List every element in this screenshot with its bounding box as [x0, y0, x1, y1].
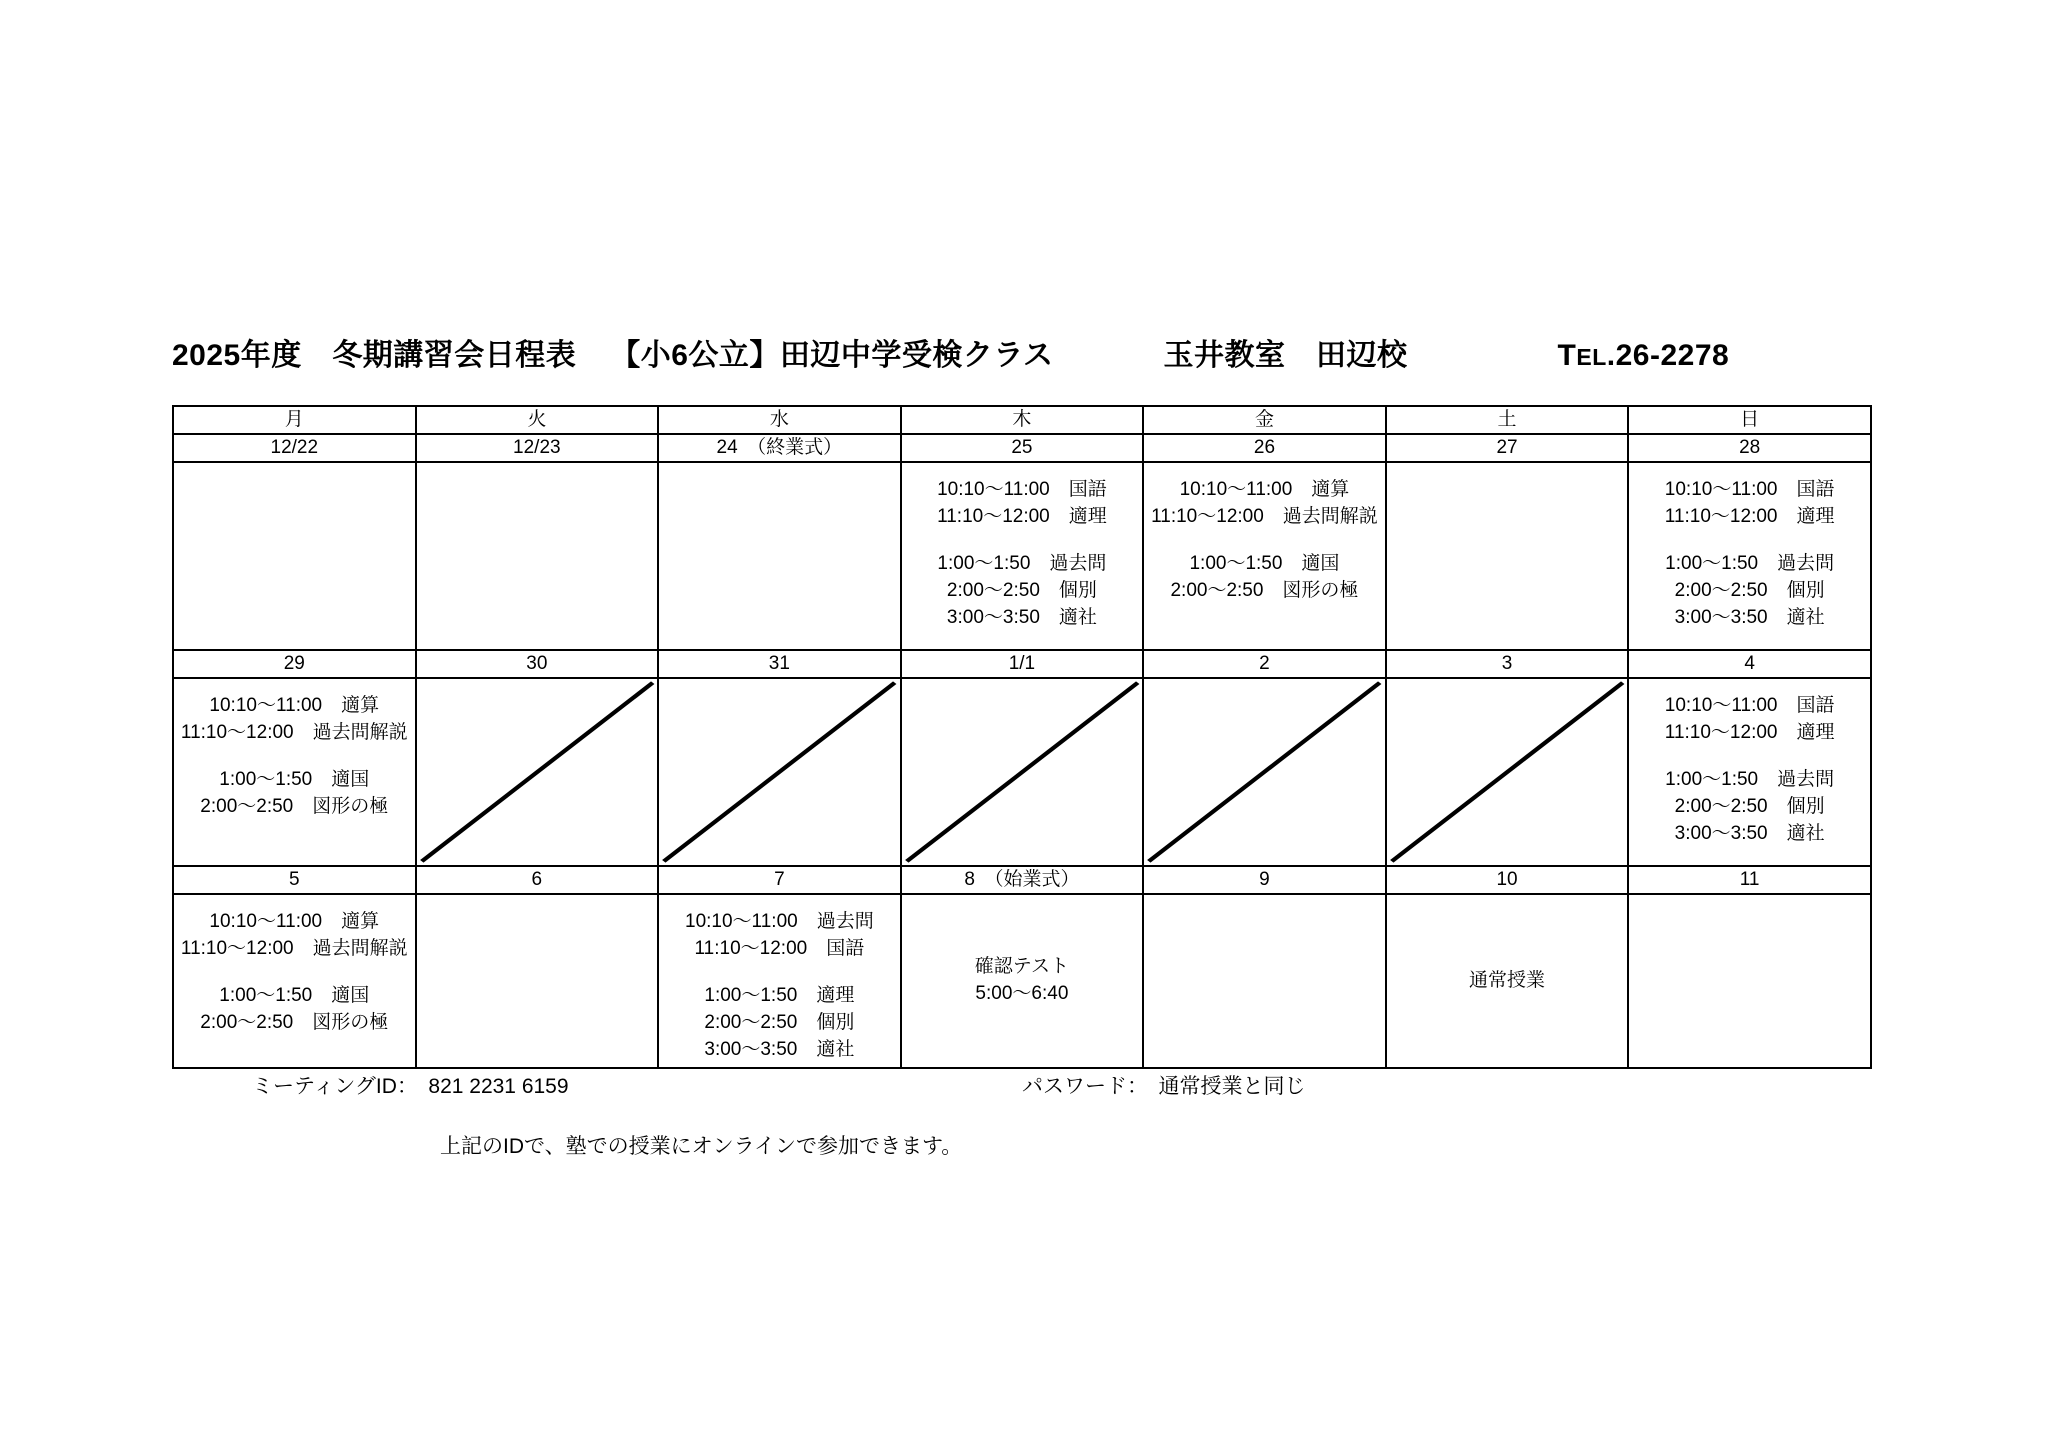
date-cell: 9	[1143, 866, 1386, 894]
schedule-cell	[1143, 462, 1386, 650]
date-cell: 28	[1628, 434, 1871, 462]
date-row-week3	[173, 866, 1871, 894]
date-cell: 12/23	[416, 434, 659, 462]
dow-header-thu: 木	[901, 406, 1144, 434]
diagonal-strike-icon	[1144, 679, 1385, 865]
schedule-cell	[1386, 462, 1629, 650]
lesson-line: 10:10～11:00 適算	[1179, 479, 1350, 500]
lesson-line: 2:00～2:50 個別	[946, 579, 1097, 601]
lesson-line: 10:10～11:00 過去問	[685, 911, 874, 932]
date-cell: 12/22	[173, 434, 416, 462]
lesson-line: 2:00～2:50 個別	[704, 1011, 855, 1033]
note-block	[975, 954, 1069, 1008]
schedule-cell-normal-class	[1386, 894, 1629, 1068]
lesson-line: 11:10～12:00 過去問解説	[1151, 505, 1378, 527]
lesson-line: 10:10～11:00 適算	[209, 911, 380, 932]
title-main: 2025年度 冬期講習会日程表	[172, 339, 577, 372]
cell-spacer	[174, 963, 415, 983]
lesson-line: 10:10～11:00 国語	[1664, 479, 1835, 500]
dow-header-mon: 月	[173, 406, 416, 434]
schedule-cell-closed	[416, 678, 659, 866]
lesson-line: 1:00～1:50 過去問	[1665, 768, 1835, 790]
schedule-cell-closed	[1386, 678, 1629, 866]
cell-spacer	[659, 963, 900, 983]
note-line: 確認テスト	[974, 956, 1070, 978]
meeting-id-text: ミーティングID： 821 2231 6159	[252, 1075, 569, 1098]
lesson-line: 1:00～1:50 適理	[704, 984, 855, 1006]
diagonal-strike-icon	[659, 679, 900, 865]
lesson-line: 11:10～12:00 国語	[694, 937, 865, 959]
lesson-line: 2:00～2:50 図形の極	[200, 1011, 389, 1033]
schedule-cell	[658, 894, 901, 1068]
tel-number: .26-2278	[1606, 339, 1730, 372]
date-cell: 24 （終業式）	[658, 434, 901, 462]
date-row-week2	[173, 650, 1871, 678]
schedule-cell-closed	[901, 678, 1144, 866]
lesson-line: 3:00～3:50 適社	[704, 1038, 855, 1060]
date-cell: 8 （始業式）	[901, 866, 1144, 894]
schedule-cell	[173, 462, 416, 650]
schedule-cell	[416, 894, 659, 1068]
cell-spacer	[1629, 531, 1870, 551]
date-cell: 1/1	[901, 650, 1144, 678]
dow-header-wed: 水	[658, 406, 901, 434]
page-title	[172, 330, 1892, 374]
note-line: 5:00～6:40	[975, 983, 1069, 1004]
lesson-line: 2:00～2:50 図形の極	[1170, 579, 1359, 601]
schedule-cell	[1628, 462, 1871, 650]
schedule-row-week3	[173, 894, 1871, 1068]
schedule-cell	[901, 462, 1144, 650]
date-cell: 25	[901, 434, 1144, 462]
schedule-cell	[173, 678, 416, 866]
schedule-cell	[1628, 678, 1871, 866]
date-cell: 3	[1386, 650, 1629, 678]
diagonal-strike-icon	[417, 679, 658, 865]
title-telephone	[1558, 339, 1730, 373]
dow-header-sun: 日	[1628, 406, 1871, 434]
diagonal-strike-icon	[1387, 679, 1628, 865]
lesson-line: 10:10～11:00 国語	[937, 479, 1107, 500]
title-classroom: 玉井教室 田辺校	[1163, 339, 1408, 372]
schedule-row-week2	[173, 678, 1871, 866]
lesson-line: 11:10～12:00 適理	[1664, 505, 1835, 527]
dow-header-tue: 火	[416, 406, 659, 434]
note-line: 通常授業	[1469, 969, 1546, 991]
lesson-line: 11:10～12:00 過去問解説	[180, 937, 408, 959]
date-cell: 2	[1143, 650, 1386, 678]
footer	[172, 1070, 1892, 1190]
lesson-line: 11:10～12:00 過去問解説	[180, 721, 408, 743]
lesson-line: 2:00～2:50 図形の極	[200, 795, 389, 817]
schedule-cell	[1628, 894, 1871, 1068]
table-header-row	[173, 406, 1871, 434]
lesson-line: 3:00～3:50 適社	[1674, 822, 1825, 844]
diagonal-strike-icon	[902, 679, 1143, 865]
schedule-cell-test	[901, 894, 1144, 1068]
lesson-line: 1:00～1:50 過去問	[1665, 552, 1835, 574]
lesson-line: 3:00～3:50 適社	[1674, 606, 1825, 628]
date-cell: 27	[1386, 434, 1629, 462]
date-cell: 11	[1628, 866, 1871, 894]
lesson-line: 10:10～11:00 国語	[1664, 695, 1835, 716]
cell-spacer	[902, 531, 1143, 551]
lesson-line: 1:00～1:50 適国	[219, 984, 370, 1006]
lesson-line: 3:00～3:50 適社	[946, 606, 1097, 628]
lesson-line: 11:10～12:00 適理	[937, 505, 1107, 527]
cell-spacer	[174, 747, 415, 767]
lesson-line: 2:00～2:50 個別	[1674, 795, 1825, 817]
title-class: 【小6公立】田辺中学受検クラス	[610, 339, 1054, 372]
lesson-line: 1:00～1:50 適国	[1189, 552, 1340, 574]
password-text: パスワード： 通常授業と同じ	[1022, 1075, 1306, 1098]
date-row-week1	[173, 434, 1871, 462]
tel-prefix: T	[1557, 339, 1577, 372]
date-cell: 7	[658, 866, 901, 894]
date-cell: 4	[1628, 650, 1871, 678]
dow-header-sat: 土	[1386, 406, 1629, 434]
schedule-row-week1	[173, 462, 1871, 650]
dow-header-fri: 金	[1143, 406, 1386, 434]
lesson-line: 2:00～2:50 個別	[1674, 579, 1825, 601]
date-cell: 10	[1386, 866, 1629, 894]
schedule-cell-closed	[1143, 678, 1386, 866]
date-cell: 31	[658, 650, 901, 678]
schedule-cell	[173, 894, 416, 1068]
cell-spacer	[1144, 531, 1385, 551]
tel-prefix-small: EL	[1576, 344, 1607, 370]
cell-spacer	[1629, 747, 1870, 767]
online-note-text: 上記のIDで、塾での授業にオンラインで参加できます。	[440, 1135, 963, 1158]
lesson-line: 11:10～12:00 適理	[1664, 721, 1835, 743]
schedule-cell	[658, 462, 901, 650]
date-cell: 5	[173, 866, 416, 894]
lesson-line: 10:10～11:00 適算	[209, 695, 380, 716]
date-cell: 26	[1143, 434, 1386, 462]
schedule-cell-closed	[658, 678, 901, 866]
schedule-cell	[1143, 894, 1386, 1068]
schedule-table	[172, 405, 1872, 1069]
date-cell: 6	[416, 866, 659, 894]
schedule-cell	[416, 462, 659, 650]
note-block	[1469, 968, 1545, 995]
date-cell: 30	[416, 650, 659, 678]
lesson-line: 1:00～1:50 過去問	[937, 552, 1107, 574]
date-cell: 29	[173, 650, 416, 678]
lesson-line: 1:00～1:50 適国	[219, 768, 370, 790]
